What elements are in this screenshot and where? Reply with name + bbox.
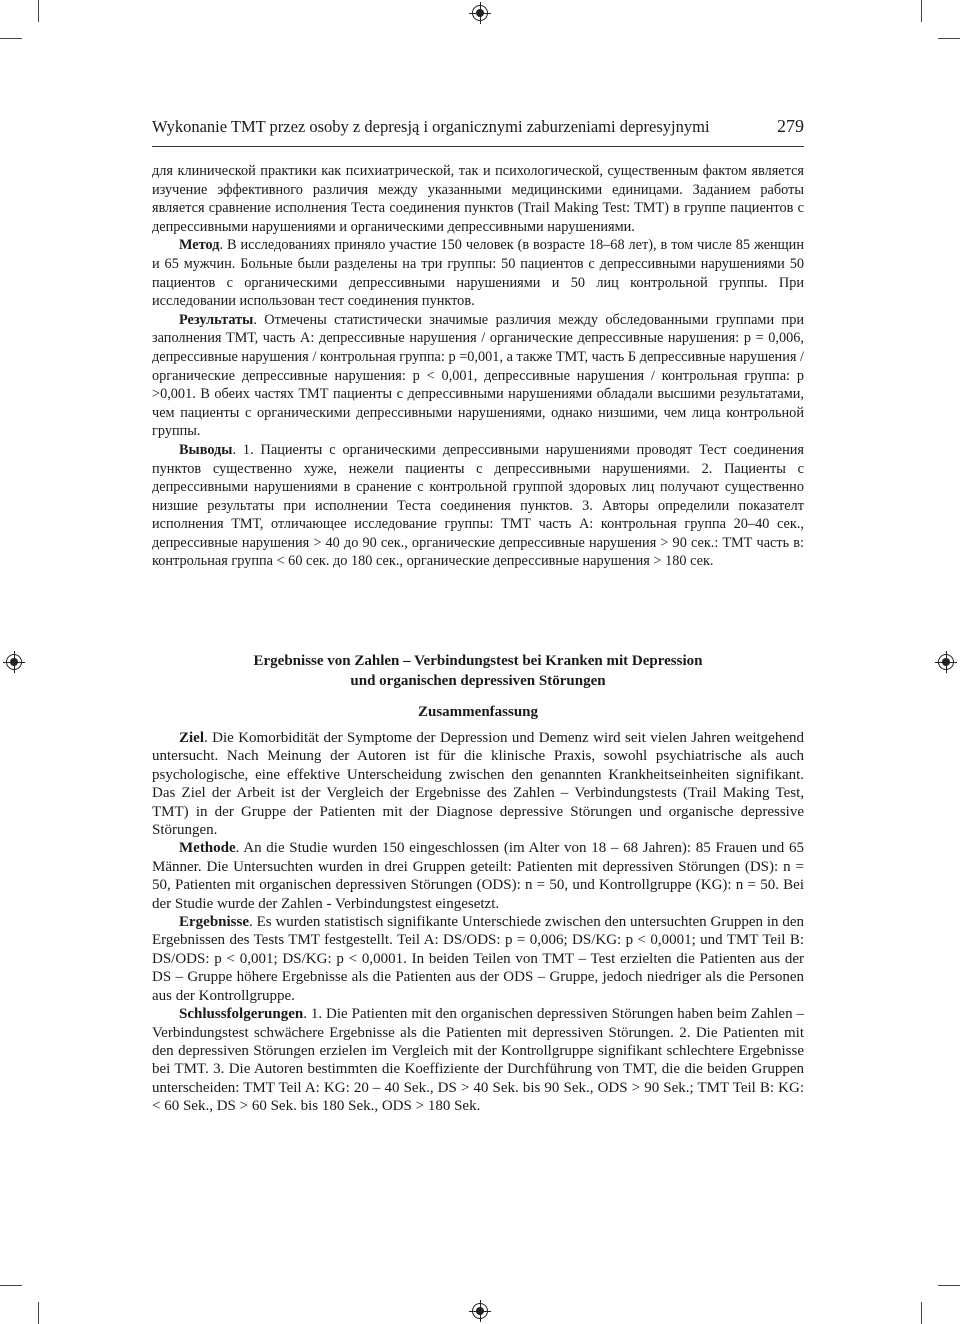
crop-mark <box>0 38 22 39</box>
results-label: Ergebnisse <box>179 914 250 931</box>
conclusions-text: . 1. Пациенты с органическими депрессивными нарушениями проводят Тест соединения пунктов существенно хуже, нежели пациенты с депрессивными нарушениями. 2. Пациенты с депрессивными нарушениями в сранение с контрольной группой здоровых лиц получают существенно низшие результаты при исполнении Теста соединения пунктов. 3. Авторы определили показателт исполнения ТМТ, отличающее исследование группы: ТМТ часть А: контрольная группа 20–40 сек., депрессивные нарушения > 40 до 90 сек., органические депрессивные нарушения > 90 сек.: ТМТ часть в: контрольная группа < 60 сек. до 180 сек., органические депрессивные нарушения > 180 сек. <box>152 441 804 570</box>
method-label: Метод <box>179 237 220 254</box>
registration-mark-icon <box>6 654 22 670</box>
crop-mark <box>921 1302 922 1324</box>
results-paragraph <box>152 913 804 1005</box>
method-paragraph <box>152 839 804 913</box>
method-paragraph <box>152 236 804 310</box>
results-text: . Отмечены статистически значимые различия между обследованными группами при заполнения ТМТ, часть А: депрессивные нарушения / органические депрессивные нарушения: p = 0,006, депрессивные нарушения / контрольная группа: p =0,001, а также ТМТ, часть Б депрессивные нарушения /органические депрессивные нарушения: p < 0,001, депрессивные нарушения / контрольная группа: p >0,001. В обеих частях ТМТ пациенты с депрессивными нарушениями обладали высшими результатами, чем пациенты с органическими депрессивными нарушениями, однако низшими, чем лица контрольной группы. <box>152 311 804 440</box>
crop-mark <box>0 1285 22 1286</box>
aim-text: . Die Komorbidität der Symptome der Depression und Demenz wird seit vielen Jahren weitgehend untersucht. Nach Meinung der Autoren ist für die klinische Praxis, sowohl psychiatrische als auch psychologische, eine effektive Unterscheidung zwischen den genannten Krankheitseinheiten signifikant. Das Ziel der Arbeit ist der Vergleich der Ergebnisse des Zahlen – Verbindungstests (Trail Making Test, TMT) in der Gruppe der Patienten mit der Diagnose depressive Störungen und organische depressive Störungen. <box>152 730 804 839</box>
registration-mark-icon <box>472 1303 488 1319</box>
registration-mark-icon <box>938 654 954 670</box>
running-title: Wykonanie TMT przez osoby z depresją i organicznymi zaburzeniami depresyjnymi <box>152 117 710 136</box>
results-paragraph <box>152 311 804 441</box>
german-article-title <box>152 651 804 691</box>
title-line-1: Ergebnisse von Zahlen – Verbindungstest bei Kranken mit Depression <box>253 653 703 669</box>
intro-paragraph: для клинической практики как психиатрической, так и психологической, существенным фактом является изучение эффективного различия между указанными медицинскими единицами. Заданием работы является сравнение исполнения Теста соединения пунктов (Trail Making Test: TMT) в группе пациентов с депрессивными нарушениями и органическими депрессивными нарушениями. <box>152 163 804 235</box>
results-text: . Es wurden statistisch signifikante Unterschiede zwischen den untersuchten Gruppen in den Ergebnissen des Tests TMT festgestellt. Teil A: DS/ODS: p = 0,006; DS/KG: p < 0,0001; und TMT Teil B: DS/ODS: p < 0,001; DS/KG: p < 0,0001. In beiden Teilen von TMT – Test erzielten die Patienten aus der DS – Gruppe höhere Ergebnisse als die Patienten aus der ODS – Gruppe, jedoch niedriger als die Personen aus der Kontrollgruppe. <box>152 914 804 1004</box>
method-text: . В исследованиях приняло участие 150 человек (в возрасте 18–68 лет), в том числе 85 женщин и 65 мужчин. Больные были разделены на три группы: 50 пациентов с депрессивными нарушениями 50 пациентов с органическими депрессивными нарушениями и 50 лиц контрольной группы. При исследовании использован тест соединения пунктов. <box>152 237 804 310</box>
running-header <box>152 116 804 147</box>
crop-mark <box>38 0 39 22</box>
aim-paragraph <box>152 729 804 839</box>
german-summary <box>152 729 804 1116</box>
summary-heading: Zusammenfassung <box>417 704 539 720</box>
conclusions-label: Schlussfolgerungen <box>179 1006 304 1023</box>
aim-label: Ziel <box>179 730 204 746</box>
crop-mark <box>938 38 960 39</box>
conclusions-label: Выводы <box>179 441 233 458</box>
registration-mark-icon <box>472 5 488 21</box>
crop-mark <box>38 1302 39 1324</box>
conclusions-text: . 1. Die Patienten mit den organischen depressiven Störungen haben beim Zahlen – Verbindungstest schwächere Ergebnisse als die Patienten mit depressiven Störungen. 2. Die Patienten mit den depressiven Störungen erzielen im Vergleich mit der Kontrollgruppe signifikant schlechtere Ergebnisse bei TMT. 3. Die Autoren bestimmten die Koeffiziente der Durchführung von TMT, die die beiden Gruppen unterscheiden: TMT Teil A: KG: 20 – 40 Sek., DS > 40 Sek. bis 90 Sek., ODS > 90 Sek.; TMT Teil B: KG: < 60 Sek., DS > 60 Sek. bis 180 Sek., ODS > 180 Sek. <box>152 1006 804 1115</box>
title-line-2: und organischen depressiven Störungen <box>350 673 606 689</box>
conclusions-paragraph <box>152 1005 804 1115</box>
conclusions-paragraph <box>152 441 804 571</box>
russian-summary <box>152 162 804 571</box>
page-number: 279 <box>777 116 804 136</box>
results-label: Результаты <box>179 311 254 328</box>
crop-mark <box>938 1285 960 1286</box>
method-label: Methode <box>179 840 236 857</box>
method-text: . An die Studie wurden 150 eingeschlossen (im Alter von 18 – 68 Jahren): 85 Frauen und 65 Männer. Die Untersuchten wurden in drei Gruppen geteilt: Patienten mit depressiven Störungen (DS): n = 50, Patienten mit organischen depressiven Störungen (ODS): n = 50, und Kontrollgruppe (KG): n = 50. Bei der Studie wurde der Zahlen - Verbindungstest eingesetzt. <box>152 840 804 912</box>
crop-mark <box>921 0 922 22</box>
